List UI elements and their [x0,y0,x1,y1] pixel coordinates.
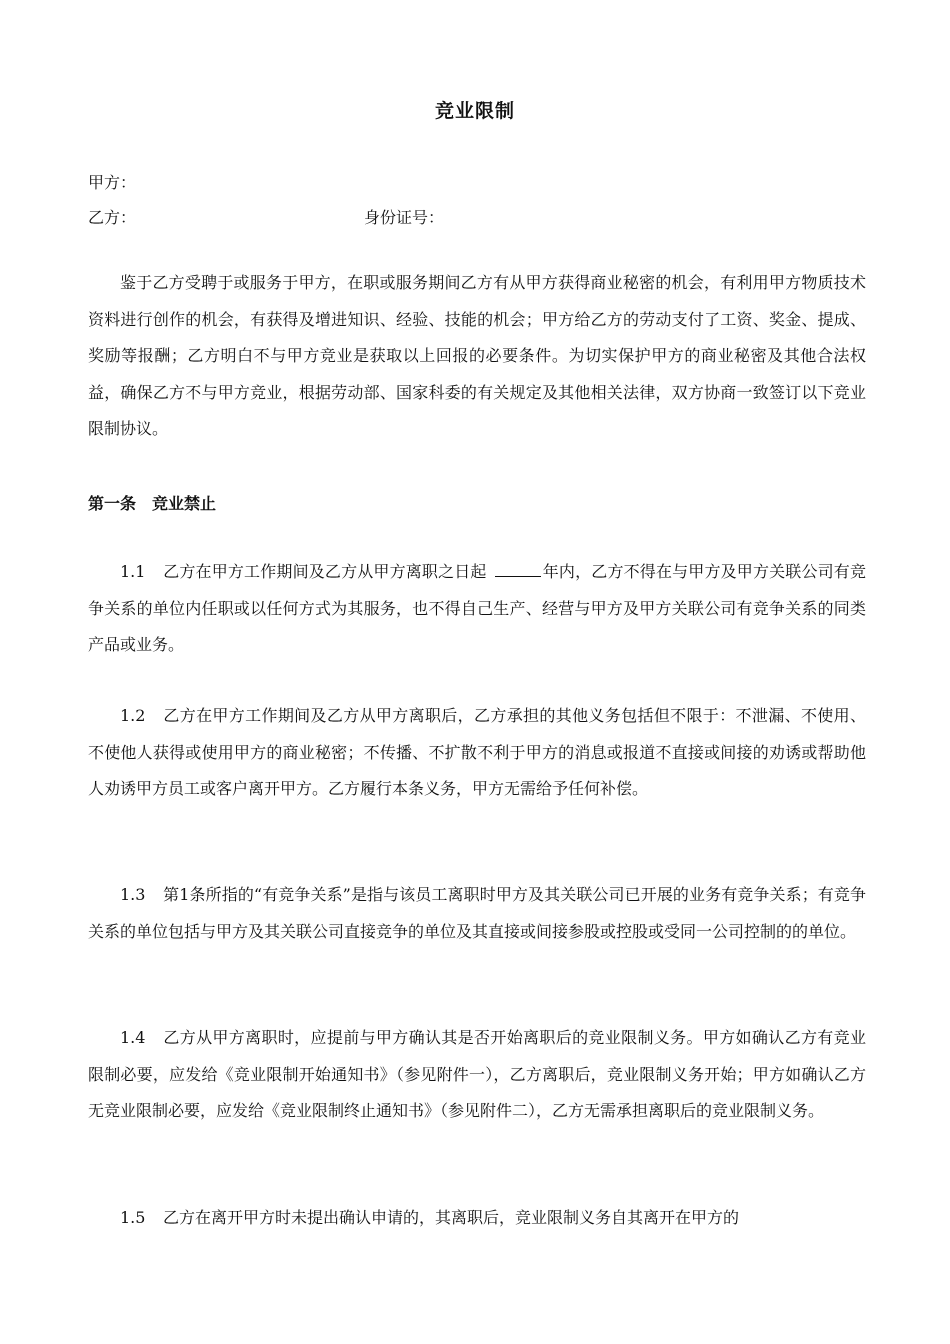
clause-text: 乙方在离开甲方时未提出确认申请的，其离职后，竞业限制义务自其离开在甲方的 [163,1208,740,1227]
clause-number: 1.5 [120,1208,146,1227]
clause-text: 乙方从甲方离职时，应提前与甲方确认其是否开始离职后的竞业限制义务。甲方如确认乙方有竞业限制必要，应发给《竞业限制开始通知书》（参见附件一），乙方离职后，竞业限制义务开始；甲方如确认乙方无竞业限制必要，应发给《竞业限制终止通知书》（参见附件二），乙方无需承担离职后的竞业限制义务。 [88,1028,866,1120]
article-1-heading: 第一条 竞业禁止 [88,494,217,513]
document-title: 竞业限制 [434,100,515,122]
clause-1-3 [88,877,866,950]
clause-1-5 [88,1200,866,1237]
years-blank [495,560,541,577]
clause-text-continued: 年内，乙方不得在与甲方及甲方关联公司有竞争关系的单位内任职或以任何方式为其服务，也不得自己生产、经营与甲方及甲方关联公司有竞争关系的同类产品或业务。 [88,562,866,654]
clause-number: 1.2 [120,706,146,725]
clause-number: 1.1 [120,562,146,581]
clause-text: 乙方在甲方工作期间及乙方从甲方离职后，乙方承担的其他义务包括但不限于：不泄漏、不使用、不使他人获得或使用甲方的商业秘密；不传播、不扩散不利于甲方的消息或报道不直接或间接的劝诱或帮助他人劝诱甲方员工或客户离开甲方。乙方履行本条义务，甲方无需给予任何补偿。 [88,706,866,798]
clause-text: 乙方在甲方工作期间及乙方从甲方离职之日起 [163,562,487,581]
party-a-label: 甲方： [88,173,137,192]
preamble-paragraph: 鉴于乙方受聘于或服务于甲方，在职或服务期间乙方有从甲方获得商业秘密的机会，有利用甲方物质技术资料进行创作的机会，有获得及增进知识、经验、技能的机会；甲方给乙方的劳动支付了工资、奖金、提成、奖励等报酬；乙方明白不与甲方竞业是获取以上回报的必要条件。为切实保护甲方的商业秘密及其他合法权益，确保乙方不与甲方竞业，根据劳动部、国家科委的有关规定及其他相关法律，双方协商一致签订以下竞业限制协议。 [88,273,866,438]
clause-number: 1.4 [120,1028,146,1047]
clause-1-1 [88,554,866,664]
clause-1-4 [88,1020,866,1130]
clause-1-2 [88,698,866,808]
clause-number: 1.3 [120,885,146,904]
clause-text: 第1条所指的“有竞争关系”是指与该员工离职时甲方及其关联公司已开展的业务有竞争关系；有竞争关系的单位包括与甲方及其关联公司直接竞争的单位及其直接或间接参股或控股或受同一公司控制的的单位。 [88,885,866,941]
party-b-label: 乙方： [88,208,137,227]
id-number-label: 身份证号： [364,208,445,227]
